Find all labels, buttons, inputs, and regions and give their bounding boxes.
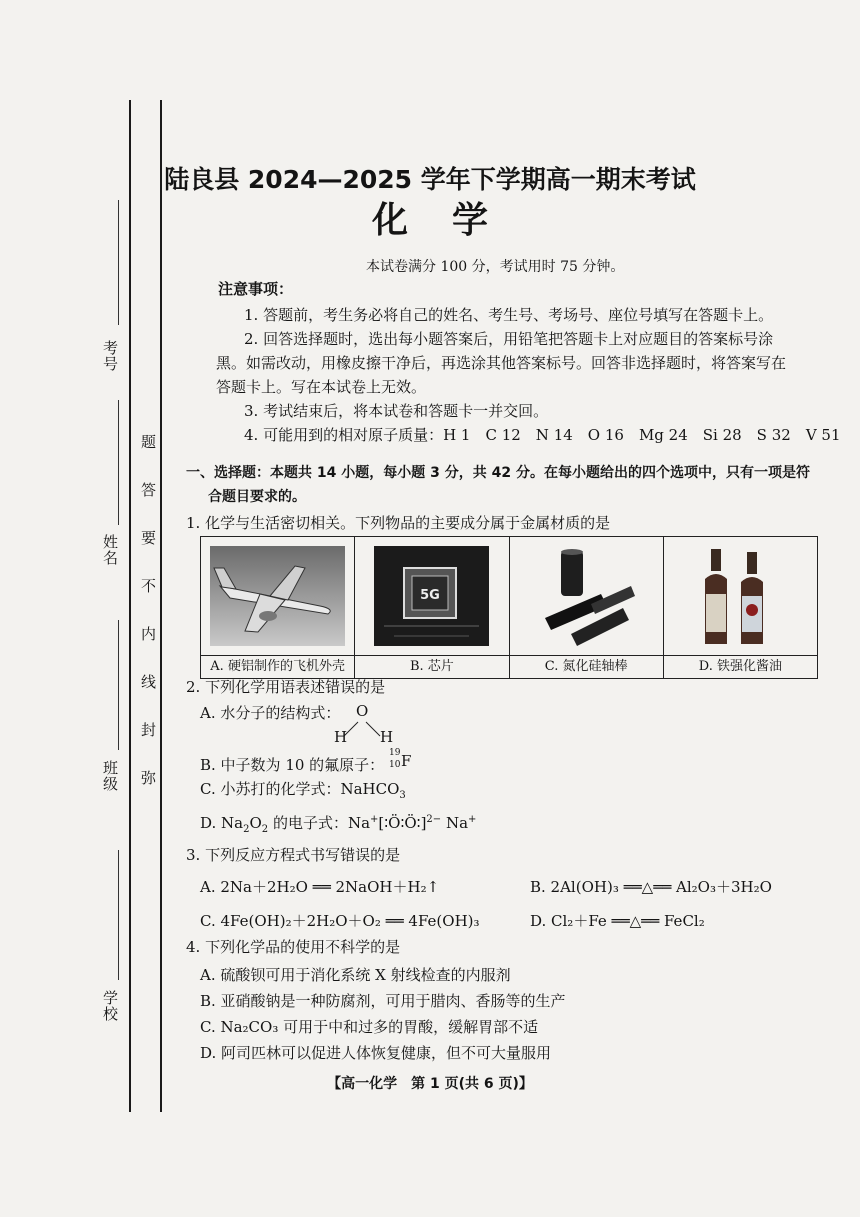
q3-option-d: D. Cl₂＋Fe ══△══ FeCl₂: [530, 912, 705, 930]
q4-option-d: D. 阿司匹林可以促进人体恢复健康，但不可大量服用: [200, 1044, 552, 1062]
seal-char-5: 内: [139, 626, 157, 641]
water-hydrogen-left: H: [334, 728, 348, 746]
q1-option-b-image: [355, 537, 509, 656]
q4-option-b: B. 亚硝酸钠是一种防腐剂，可用于腊肉、香肠等的生产: [200, 992, 566, 1010]
q1-option-d: D. 铁强化酱油: [663, 656, 817, 679]
q2-d-sup3: +: [468, 814, 477, 825]
section-heading-cont: 合题目要求的。: [208, 489, 306, 505]
q3-option-a: A. 2Na＋2H₂O ══ 2NaOH＋H₂↑: [200, 878, 440, 896]
q2-option-b: [200, 748, 415, 775]
q4-option-c: C. Na₂CO₃ 可用于中和过多的胃酸，缓解胃部不适: [200, 1018, 539, 1036]
exam-meta: 本试卷满分 100 分，考试用时 75 分钟。: [366, 259, 625, 275]
q1-options-table: [200, 536, 818, 679]
name-blank: [118, 400, 119, 525]
exam-title: 陆良县 2024—2025 学年下学期高一期末考试: [164, 165, 696, 194]
q1-option-a: A. 硬铝制作的飞机外壳: [201, 656, 355, 679]
q2-option-b-text: B. 中子数为 10 的氟原子：: [200, 756, 385, 774]
margin-line-inner: [160, 100, 162, 1112]
q2-d-prefix: D. Na: [200, 814, 244, 832]
notice-item-2b: 黑。如需改动，用橡皮擦干净后，再选涂其他答案标号。回答非选择题时，将答案写在: [216, 354, 787, 372]
soy-sauce-bottle-icon: [695, 544, 785, 649]
q2-option-c: [200, 778, 406, 801]
notice-item-1: 1. 答题前，考生务必将自己的姓名、考生号、考场号、座位号填写在答题卡上。: [244, 306, 774, 324]
notice-item-3: 3. 考试结束后，将本试卷和答题卡一并交回。: [244, 402, 549, 420]
fluorine-number: 10: [388, 760, 401, 770]
seal-char-2: 答: [139, 482, 157, 497]
notice-item-4: 4. 可能用到的相对原子质量：H 1 C 12 N 14 O 16 Mg 24 Si 28 S 32 V 51: [244, 426, 841, 444]
margin-line-outer: [129, 100, 131, 1112]
q2-stem: 2. 下列化学用语表述错误的是: [186, 678, 386, 696]
q3-stem: 3. 下列反应方程式书写错误的是: [186, 846, 401, 864]
fluorine-symbol: F: [400, 752, 412, 770]
fluorine-mass: 19: [388, 748, 401, 758]
water-oxygen: O: [356, 702, 369, 720]
q1-option-b: B. 芯片: [355, 656, 509, 679]
notice-heading: 注意事项：: [218, 280, 294, 298]
seal-char-4: 不: [139, 578, 157, 593]
q2-option-c-text: C. 小苏打的化学式：NaHCO: [200, 780, 400, 798]
electron-dot-formula: [∶Ö∶Ö∶]: [378, 814, 427, 832]
q3-option-c: C. 4Fe(OH)₂＋2H₂O＋O₂ ══ 4Fe(OH)₃: [200, 912, 480, 930]
seal-char-3: 要: [139, 530, 157, 545]
q1-option-d-image: [663, 537, 817, 656]
label-school: 学校: [101, 990, 119, 1022]
label-name: 姓名: [101, 534, 119, 566]
fluorine-nuclide: [388, 748, 415, 770]
q2-d-sub1: 2: [243, 824, 250, 835]
water-structure: [330, 702, 410, 746]
q1-option-c-image: [509, 537, 663, 656]
q2-d-oxygen: O: [249, 814, 262, 832]
ceramic-rod-icon: [531, 546, 641, 646]
section-heading: 一、选择题：本题共 14 小题，每小题 3 分，共 42 分。在每小题给出的四个选项中，只有一项是符: [186, 465, 810, 481]
water-hydrogen-right: H: [380, 728, 394, 746]
label-class: 班级: [101, 760, 119, 792]
q3-option-b: B. 2Al(OH)₃ ══△══ Al₂O₃＋3H₂O: [530, 878, 772, 896]
school-blank: [118, 850, 119, 980]
seal-char-6: 线: [139, 674, 157, 689]
q1-option-a-image: [201, 537, 355, 656]
q2-option-c-subscript: 3: [399, 790, 406, 801]
seal-char-8: 弥: [139, 770, 157, 785]
class-blank: [118, 620, 119, 750]
q2-d-mid: 的电子式：Na: [268, 814, 371, 832]
q2-d-sup1: +: [370, 814, 379, 825]
q2-d-sub2: 2: [261, 824, 269, 835]
q2-option-a: A. 水分子的结构式：: [200, 704, 341, 722]
chip-icon: [374, 546, 489, 646]
notice-item-2a: 2. 回答选择题时，选出每小题答案后，用铅笔把答题卡上对应题目的答案标号涂: [244, 330, 774, 348]
label-exam-number: 考号: [101, 340, 119, 372]
subject-title: 化学: [371, 200, 532, 241]
q1-option-c: C. 氮化硅轴棒: [509, 656, 663, 679]
q4-option-a: A. 硫酸钡可用于消化系统 X 射线检查的内服剂: [200, 966, 511, 984]
airplane-icon: [210, 546, 345, 646]
chip-label: 5G: [420, 588, 441, 603]
q2-option-d: [200, 812, 476, 835]
q1-stem: 1. 化学与生活密切相关。下列物品的主要成分属于金属材质的是: [186, 514, 611, 532]
seal-char-7: 封: [139, 722, 157, 737]
page-footer: 【高一化学 第 1 页(共 6 页)】: [327, 1076, 533, 1092]
notice-item-2c: 答题卡上。写在本试卷上无效。: [216, 378, 427, 396]
q2-d-sup2: 2−: [426, 814, 442, 825]
q2-d-sodium: Na: [441, 814, 469, 832]
q4-stem: 4. 下列化学品的使用不科学的是: [186, 938, 401, 956]
seal-char-1: 题: [139, 434, 157, 449]
